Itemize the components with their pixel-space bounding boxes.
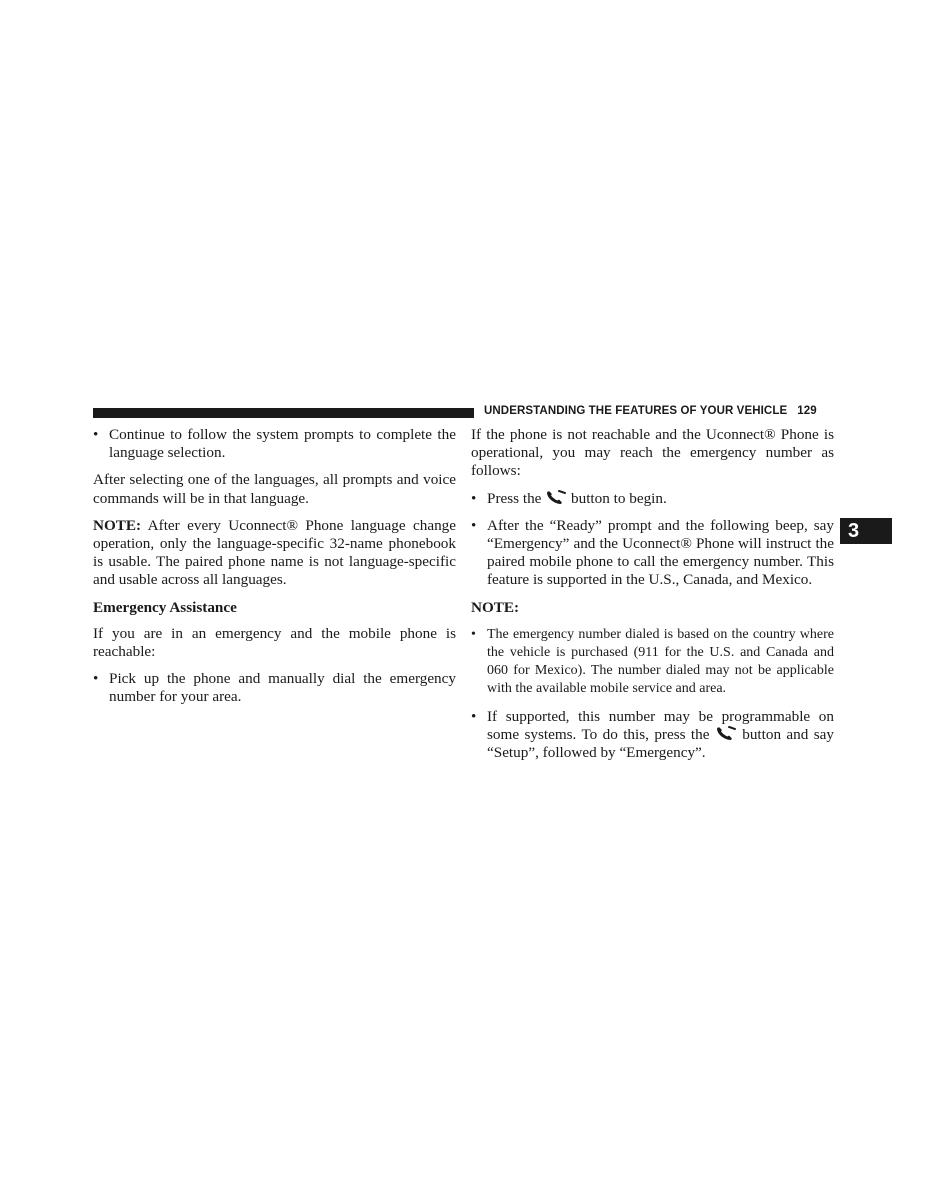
right-column: [471, 426, 834, 762]
bullet-icon: •: [471, 516, 477, 534]
bullet-text: Continue to follow the system prompts to complete the language selection.: [109, 426, 456, 462]
bullet-icon: •: [93, 426, 99, 443]
bullet-text: Pick up the phone and manually dial the emergency number for your area.: [109, 670, 456, 706]
note-paragraph: [93, 517, 456, 590]
bullet-text: After the “Ready” prompt and the following beep, say “Emergency” and the Uconnect® Phone will instruct the paired mobile phone to call the emergency number. This feature is supported in the U.S., Canada, and Mexico.: [487, 516, 834, 589]
page-number: 129: [797, 405, 817, 417]
phone-icon: [545, 490, 567, 504]
list-item: [471, 490, 834, 508]
list-item: [471, 517, 834, 590]
bullet-icon: •: [93, 670, 99, 688]
bullet-text: If supported, this number may be programmable on some systems. To do this, press the button and say “Setup”, followed by “Emergency”.: [487, 707, 834, 762]
phone-icon: [715, 726, 737, 740]
note-text: After every Uconnect® Phone language change operation, only the language-specific 32-name phonebook is usable. The paired phone name is not language-specific and usable across all languages.: [93, 516, 456, 589]
section-heading: Emergency Assistance: [93, 598, 237, 616]
paragraph: After selecting one of the languages, all prompts and voice commands will be in that language.: [93, 471, 456, 507]
list-item: [471, 626, 834, 699]
bullet-icon: •: [471, 626, 476, 642]
note-label: NOTE:: [93, 516, 142, 534]
list-item: [471, 708, 834, 763]
left-column: [93, 426, 456, 707]
bullet-icon: •: [471, 707, 477, 725]
chapter-tab: 3: [840, 518, 892, 544]
bullet-text: Press the button to begin.: [487, 489, 667, 507]
list-item: [93, 670, 456, 706]
header-rule: [93, 408, 474, 418]
note-label: NOTE:: [471, 598, 520, 616]
bullet-icon: •: [471, 489, 477, 507]
paragraph: If the phone is not reachable and the Uconnect® Phone is operational, you may reach the emergency number as follows:: [471, 426, 834, 480]
list-item: [93, 426, 456, 462]
header-title: UNDERSTANDING THE FEATURES OF YOUR VEHICLE: [484, 405, 788, 417]
bullet-text: The emergency number dialed is based on the country where the vehicle is purchased (911 for the U.S. and Canada and 060 for Mexico). The number dialed may not be applicable with the available mobile service and area.: [487, 626, 834, 697]
paragraph: If you are in an emergency and the mobile phone is reachable:: [93, 624, 456, 661]
running-header: [484, 405, 834, 417]
